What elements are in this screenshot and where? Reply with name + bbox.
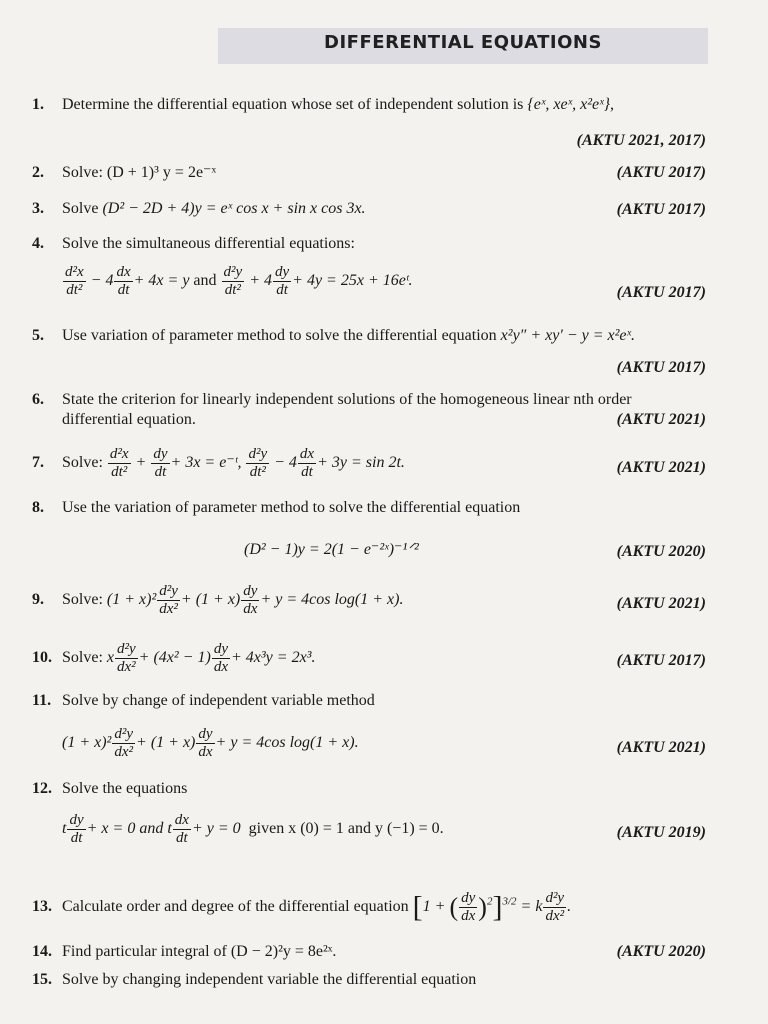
equation-12: t $\frac{dy}{dt}$ + x = 0 and t $\frac{dx}{dt}$ + y = 0 given x (0) = 1 and y (−1) = 0. (62, 812, 444, 846)
fraction: $\frac{dy}{dx}$ (461, 890, 476, 924)
equation-4: $\frac{\text{d²x}}{\text{dt²}}$ − 4 $\frac{dx}{dt}$ + 4x = y and $\frac{\text{d²y}}{\text{dt²}}$ + 4 $\frac{dy}{dt}$ + 4y = 25x + 16eᵗ. (65, 264, 413, 298)
question-10: 10. Solve: x $\frac{\text{d²y}}{\text{dx²}}$ + (4x² − 1) $\frac{dy}{dx}$ + 4x³y = 2x³. (32, 641, 316, 675)
question-9: 9. Solve: (1 + x)² $\frac{\text{d²y}}{\text{dx²}}$ + (1 + x) $\frac{dy}{dx}$ + y = 4cos log(1 + x). (32, 583, 404, 617)
question-1: 1. Determine the differential equation whose set of independent solution is {eˣ, xeˣ, x²eˣ}, (32, 96, 615, 113)
fraction: $\frac{dx}{dt}$ (174, 812, 189, 846)
question-15: 15. Solve by changing independent variable the differential equation (32, 971, 477, 988)
source-7: (AKTU 2021) (616, 459, 706, 476)
fraction: $\frac{dy}{dt}$ (153, 446, 168, 480)
fraction: $\frac{\text{d²y}}{\text{dx²}}$ (114, 726, 134, 760)
source-4: (AKTU 2017) (616, 284, 706, 301)
fraction: $\frac{\text{d²y}}{\text{dx²}}$ (159, 583, 178, 617)
source-14: (AKTU 2020) (616, 943, 706, 960)
fraction: $\frac{\text{d²y}}{\text{dt²}}$ (223, 264, 243, 298)
fraction: $\frac{dy}{dt}$ (69, 812, 84, 846)
question-13: 13. Calculate order and degree of the differential equation [1 + ( $\frac{dy}{dx}$ )$^2$]$^{3/2}$ = k $\frac{\text{d²y}}{\text{dx²}}$ . (32, 890, 572, 924)
fraction: $\frac{\text{d²y}}{\text{dx²}}$ (117, 641, 136, 675)
question-12: 12. Solve the equations (32, 780, 188, 797)
fraction: $\frac{\text{d²x}}{\text{dt²}}$ (65, 264, 84, 298)
source-10: (AKTU 2017) (616, 652, 706, 669)
fraction: $\frac{dy}{dx}$ (243, 583, 258, 617)
fraction: $\frac{\text{d²y}}{\text{dx²}}$ (545, 890, 565, 924)
source-2: (AKTU 2017) (616, 164, 706, 181)
question-6-line2: differential equation. (62, 411, 196, 428)
fraction: $\frac{dy}{dx}$ (213, 641, 228, 675)
question-6: 6. State the criterion for linearly independent solutions of the homogeneous linear nth order (32, 391, 632, 408)
question-3: 3. Solve (D² − 2D + 4)y = eˣ cos x + sin x cos 3x. (32, 200, 366, 217)
question-14: 14. Find particular integral of (D − 2)²y = 8e²ˣ. (32, 943, 337, 960)
question-11: 11. Solve by change of independent variable method (32, 692, 375, 709)
question-8: 8. Use the variation of parameter method to solve the differential equation (32, 499, 521, 516)
fraction: $\frac{dy}{dt}$ (274, 264, 290, 298)
source-12: (AKTU 2019) (616, 824, 706, 841)
fraction: $\frac{dx}{dt}$ (299, 446, 315, 480)
source-1: (AKTU 2021, 2017) (576, 132, 706, 149)
equation-11: (1 + x)² $\frac{\text{d²y}}{\text{dx²}}$ + (1 + x) $\frac{dy}{dx}$ + y = 4cos log(1 + x). (62, 726, 359, 760)
question-5: 5. Use variation of parameter method to solve the differential equation x²y″ + xy′ − y = x²eˣ. (32, 327, 636, 344)
question-7: 7. Solve: $\frac{\text{d²x}}{\text{dt²}}$ + $\frac{dy}{dt}$ + 3x = e⁻ᵗ, $\frac{\text{d²y}}{\text{dt²}}$ − 4 $\frac{dx}{dt}$ + 3y = sin 2t. (32, 446, 405, 480)
equation-8: (D² − 1)y = 2(1 − e⁻²ˣ)⁻¹ᐟ² (244, 541, 419, 558)
fraction: $\frac{dx}{dt}$ (116, 264, 131, 298)
source-11: (AKTU 2021) (616, 739, 706, 756)
page-title: DIFFERENTIAL EQUATIONS (324, 32, 602, 53)
source-9: (AKTU 2021) (616, 595, 706, 612)
question-4: 4. Solve the simultaneous differential equations: (32, 235, 355, 252)
question-2: 2. Solve: (D + 1)³ y = 2e⁻ˣ (32, 164, 217, 181)
source-3: (AKTU 2017) (616, 201, 706, 218)
fraction: $\frac{\text{d²x}}{\text{dt²}}$ (109, 446, 129, 480)
fraction: $\frac{dy}{dx}$ (198, 726, 213, 760)
source-6: (AKTU 2021) (616, 411, 706, 428)
source-8: (AKTU 2020) (616, 543, 706, 560)
fraction: $\frac{\text{d²y}}{\text{dt²}}$ (248, 446, 268, 480)
source-5: (AKTU 2017) (616, 359, 706, 376)
